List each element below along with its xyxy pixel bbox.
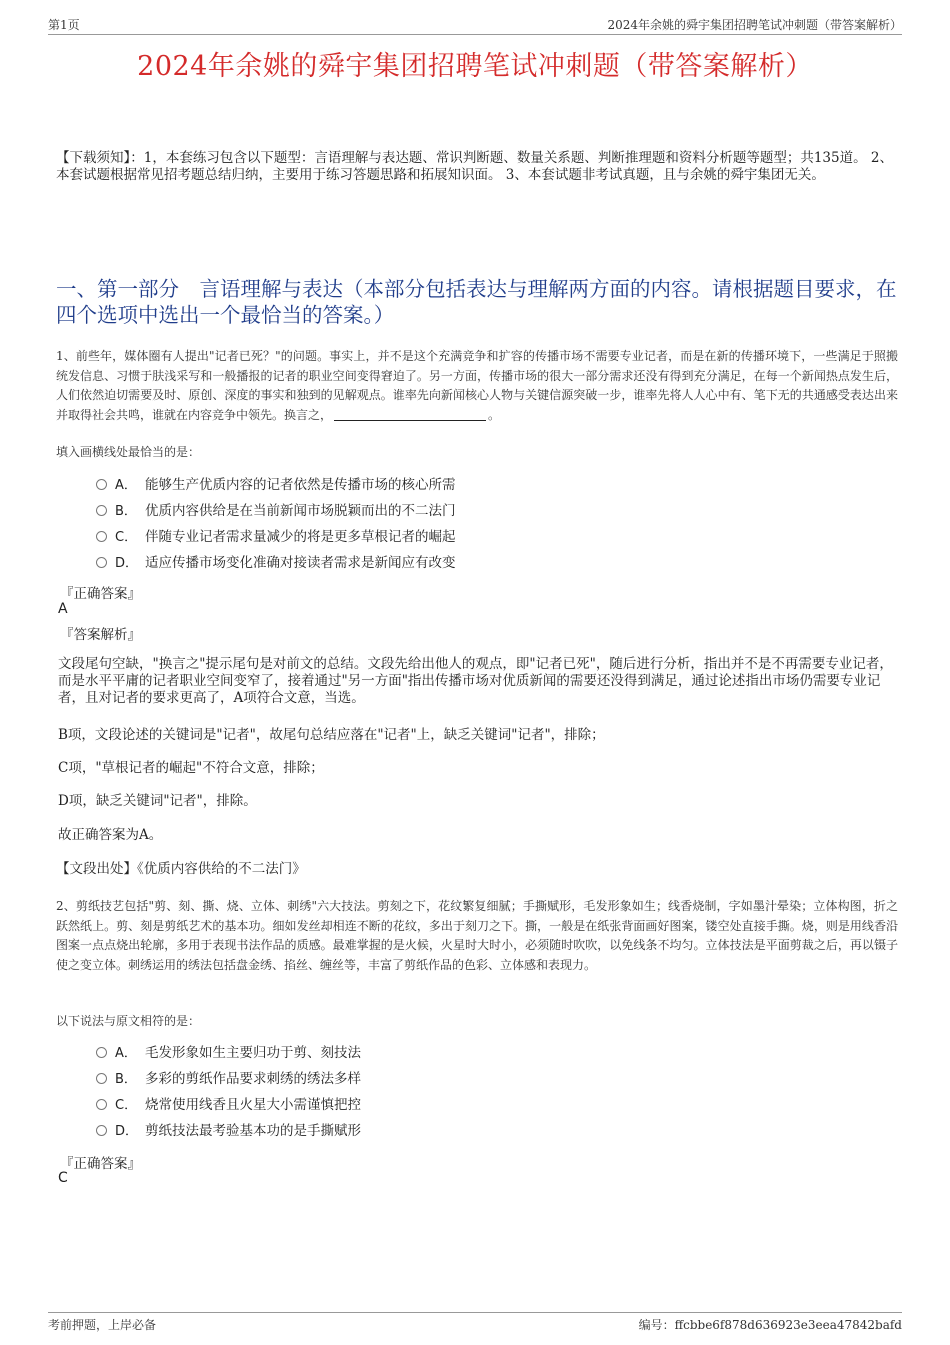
option-text: 伴随专业记者需求量减少的将是更多草根记者的崛起	[145, 529, 456, 545]
question-1-text	[56, 347, 898, 425]
option-text: 能够生产优质内容的记者依然是传播市场的核心所需	[145, 477, 456, 493]
option-label: B．	[115, 504, 137, 519]
option-text: 毛发形象如生主要归功于剪、刻技法	[145, 1045, 361, 1061]
radio-button-icon[interactable]	[96, 1099, 107, 1110]
explanation-conclusion: 故正确答案为A。	[58, 827, 163, 843]
header-doc-title: 2024年余姚的舜宇集团招聘笔试冲刺题（带答案解析）	[607, 18, 902, 32]
page-header	[48, 14, 902, 35]
option-text: 烧常使用线香且火星大小需谨慎把控	[145, 1097, 361, 1113]
option-text: 优质内容供给是在当前新闻市场脱颖而出的不二法门	[145, 503, 456, 519]
option-c[interactable]	[96, 1094, 361, 1120]
section-heading: 一、第一部分 言语理解与表达（本部分包括表达与理解两方面的内容。请根据题目要求，在四个选项中选出一个最恰当的答案。）	[56, 277, 897, 327]
option-a[interactable]	[96, 1042, 361, 1068]
correct-answer-label: 『正确答案』	[60, 1156, 141, 1172]
explanation-paragraph: 文段尾句空缺，"换言之"提示尾句是对前文的总结。文段先给出他人的观点，即"记者已死"，随后进行分析，指出并不是不再需要专业记者，而是水平平庸的记者职业空间变窄了，接着通过"另一方面"指出传播市场对优质新闻的需要还没得到满足，通过论述指出市场仍需要专业记者，且对记者的要求更高了，A项符合文意，当选。	[58, 656, 893, 706]
option-text: 剪纸技法最考验基本功的是手撕赋形	[145, 1123, 361, 1139]
option-label: D．	[115, 556, 139, 571]
radio-button-icon[interactable]	[96, 1125, 107, 1136]
option-d[interactable]	[96, 1120, 361, 1146]
question-2-prompt: 以下说法与原文相符的是：	[56, 1014, 201, 1028]
correct-answer-value: C	[58, 1170, 68, 1186]
explanation-option-c: C项，"草根记者的崛起"不符合文意，排除；	[58, 760, 324, 776]
radio-button-icon[interactable]	[96, 557, 107, 568]
question-2-text: 2、剪纸技艺包括"剪、刻、撕、烧、立体、刺绣"六大技法。剪刻之下，花纹繁复细腻；手撕赋形，毛发形象如生；线香烧制，字如墨汁晕染；立体构图，折之跃然纸上。剪、刻是剪纸艺术的基本功。细如发丝却相连不断的花纹，多出于刻刀之下。撕，一般是在纸张背面画好图案，镂空处直接手撕。烧，则是用线香沿图案一点点烧出轮廓，多用于表现书法作品的质感。最难掌握的是火候，火星时大时小，必须随时吹吹，以免线条不均匀。立体技法是平面剪裁之后，再以镊子使之变立体。刺绣运用的绣法包括盘金绣、掐丝、缠丝等，丰富了剪纸作品的色彩、立体感和表现力。	[56, 899, 898, 972]
option-label: C．	[115, 530, 138, 545]
footer-slogan: 考前押题，上岸必备	[48, 1318, 157, 1332]
download-notice: 【下载须知】：1，本套练习包含以下题型：言语理解与表达题、常识判断题、数量关系题、判断推理题和资料分析题等题型；共135道。 2、本套试题根据常见招考题总结归纳，主要用于练习答题思路和拓展知识面。 3、本套试题非考试真题，且与余姚的舜宇集团无关。	[56, 150, 893, 183]
option-d[interactable]	[96, 552, 456, 578]
fill-in-blank	[334, 408, 486, 421]
option-text: 多彩的剪纸作品要求刺绣的绣法多样	[145, 1071, 361, 1087]
question-1-text-main: 1、前些年，媒体圈有人提出"记者已死？"的问题。事实上，并不是这个充满竞争和扩容的传播市场不需要专业记者，而是在新的传播环境下，一些满足于照搬统发信息、习惯于肤浅采写和一般播报的记者的职业空间变得窘迫了。另一方面，传播市场的很大一部分需求还没有得到充分满足，在每一个新闻热点发生后，人们依然迫切需要及时、原创、深度的事实和独到的见解观点。谁率先向新闻核心人物与关键信源突破一步，谁率先将人人心中有、笔下无的共通感受表达出来并取得社会共鸣，谁就在内容竞争中领先。换言之，	[56, 349, 898, 422]
explanation-option-d: D项，缺乏关键词"记者"，排除。	[58, 793, 257, 809]
radio-button-icon[interactable]	[96, 505, 107, 516]
option-c[interactable]	[96, 526, 456, 552]
radio-button-icon[interactable]	[96, 531, 107, 542]
answer-explanation-label: 『答案解析』	[60, 627, 141, 643]
document-title: 2024年余姚的舜宇集团招聘笔试冲刺题（带答案解析）	[137, 51, 813, 82]
page-footer	[48, 1312, 902, 1335]
option-label: A．	[115, 478, 137, 493]
question-2-options	[96, 1042, 361, 1146]
correct-answer-label: 『正确答案』	[60, 586, 141, 602]
option-b[interactable]	[96, 500, 456, 526]
question-1-options	[96, 474, 456, 578]
question-1-prompt: 填入画横线处最恰当的是：	[56, 445, 201, 459]
radio-button-icon[interactable]	[96, 1047, 107, 1058]
footer-doc-id: 编号：ffcbbe6f878d636923e3eea47842bafd	[638, 1318, 902, 1332]
option-label: B．	[115, 1072, 137, 1087]
header-page-number: 第1页	[48, 18, 80, 32]
option-b[interactable]	[96, 1068, 361, 1094]
passage-source: 【文段出处】《优质内容供给的不二法门》	[56, 861, 306, 877]
option-label: A．	[115, 1046, 137, 1061]
option-text: 适应传播市场变化准确对接读者需求是新闻应有改变	[145, 555, 456, 571]
radio-button-icon[interactable]	[96, 1073, 107, 1084]
radio-button-icon[interactable]	[96, 479, 107, 490]
question-1-text-end: 。	[488, 407, 501, 422]
correct-answer-value: A	[58, 601, 68, 617]
option-a[interactable]	[96, 474, 456, 500]
option-label: D．	[115, 1124, 139, 1139]
option-label: C．	[115, 1098, 138, 1113]
explanation-option-b: B项，文段论述的关键词是"记者"，故尾句总结应落在"记者"上，缺乏关键词"记者"，排除；	[58, 727, 605, 743]
